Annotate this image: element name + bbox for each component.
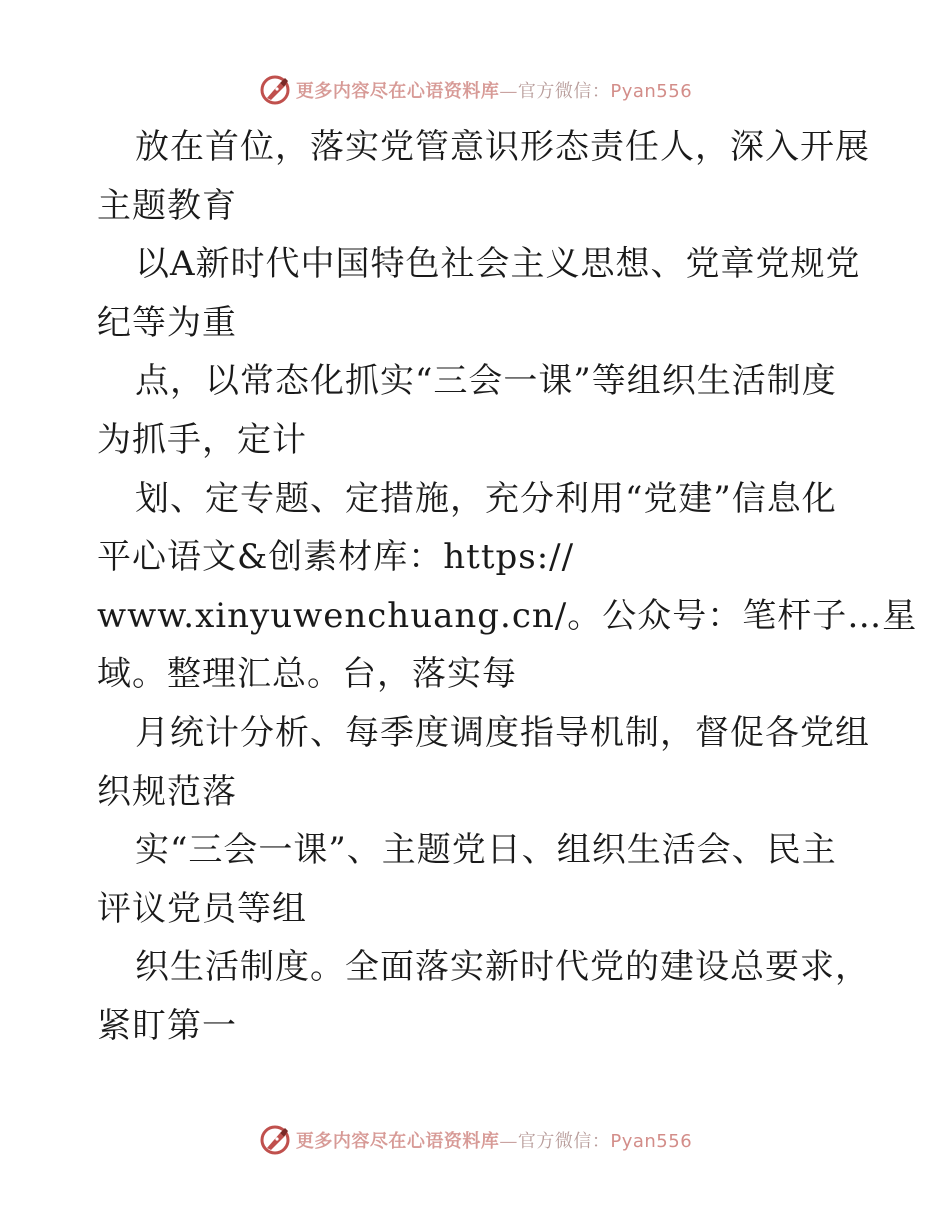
watermark-group <box>258 1123 692 1157</box>
body-line: 放在首位，落实党管意识形态责任人，深入开展 <box>135 127 870 167</box>
pen-nib-circle-icon <box>258 1123 292 1157</box>
body-line: 评议党员等组 <box>97 888 307 929</box>
watermark-id: Pyan556 <box>610 81 693 102</box>
watermark-dash: — <box>499 81 518 102</box>
watermark-label: 官方微信： <box>517 1131 611 1152</box>
body-line: 紧盯第一 <box>97 1005 237 1046</box>
body-line: 主题教育 <box>97 185 237 226</box>
body-line: 域。整理汇总。台，落实每 <box>97 654 517 695</box>
body-line: 平心语文&创素材库：https:// <box>97 537 575 578</box>
footer-watermark <box>0 1120 950 1160</box>
body-line: 织生活制度。全面落实新时代党的建设总要求， <box>135 947 870 988</box>
body-line: 以A新时代中国特色社会主义思想、党章党规党 <box>135 244 861 285</box>
body-line: 纪等为重 <box>97 302 237 343</box>
header-watermark <box>0 70 950 110</box>
watermark-main: 更多内容尽在心语资料库 <box>295 81 500 102</box>
watermark-id: Pyan556 <box>610 1131 693 1152</box>
watermark-main: 更多内容尽在心语资料库 <box>295 1131 500 1152</box>
watermark-dash: — <box>499 1131 518 1152</box>
body-line: 月统计分析、每季度调度指导机制，督促各党组 <box>135 712 870 753</box>
watermark-text <box>296 1127 692 1153</box>
watermark-text <box>296 77 692 103</box>
watermark-label: 官方微信： <box>517 81 611 102</box>
body-line: 织规范落 <box>97 771 237 812</box>
watermark-group <box>258 73 692 107</box>
body-line: 为抓手，定计 <box>97 419 307 460</box>
body-line: 点，以常态化抓实“三会一课”等组织生活制度 <box>135 361 837 402</box>
body-line: 划、定专题、定措施，充分利用“党建”信息化 <box>135 478 837 519</box>
body-line: 实“三会一课”、主题党日、组织生活会、民主 <box>135 830 837 871</box>
pen-nib-circle-icon <box>258 73 292 107</box>
document-body <box>97 118 918 1056</box>
body-line: www.xinyuwenchuang.cn/。公众号：笔杆子…星 <box>97 595 918 636</box>
